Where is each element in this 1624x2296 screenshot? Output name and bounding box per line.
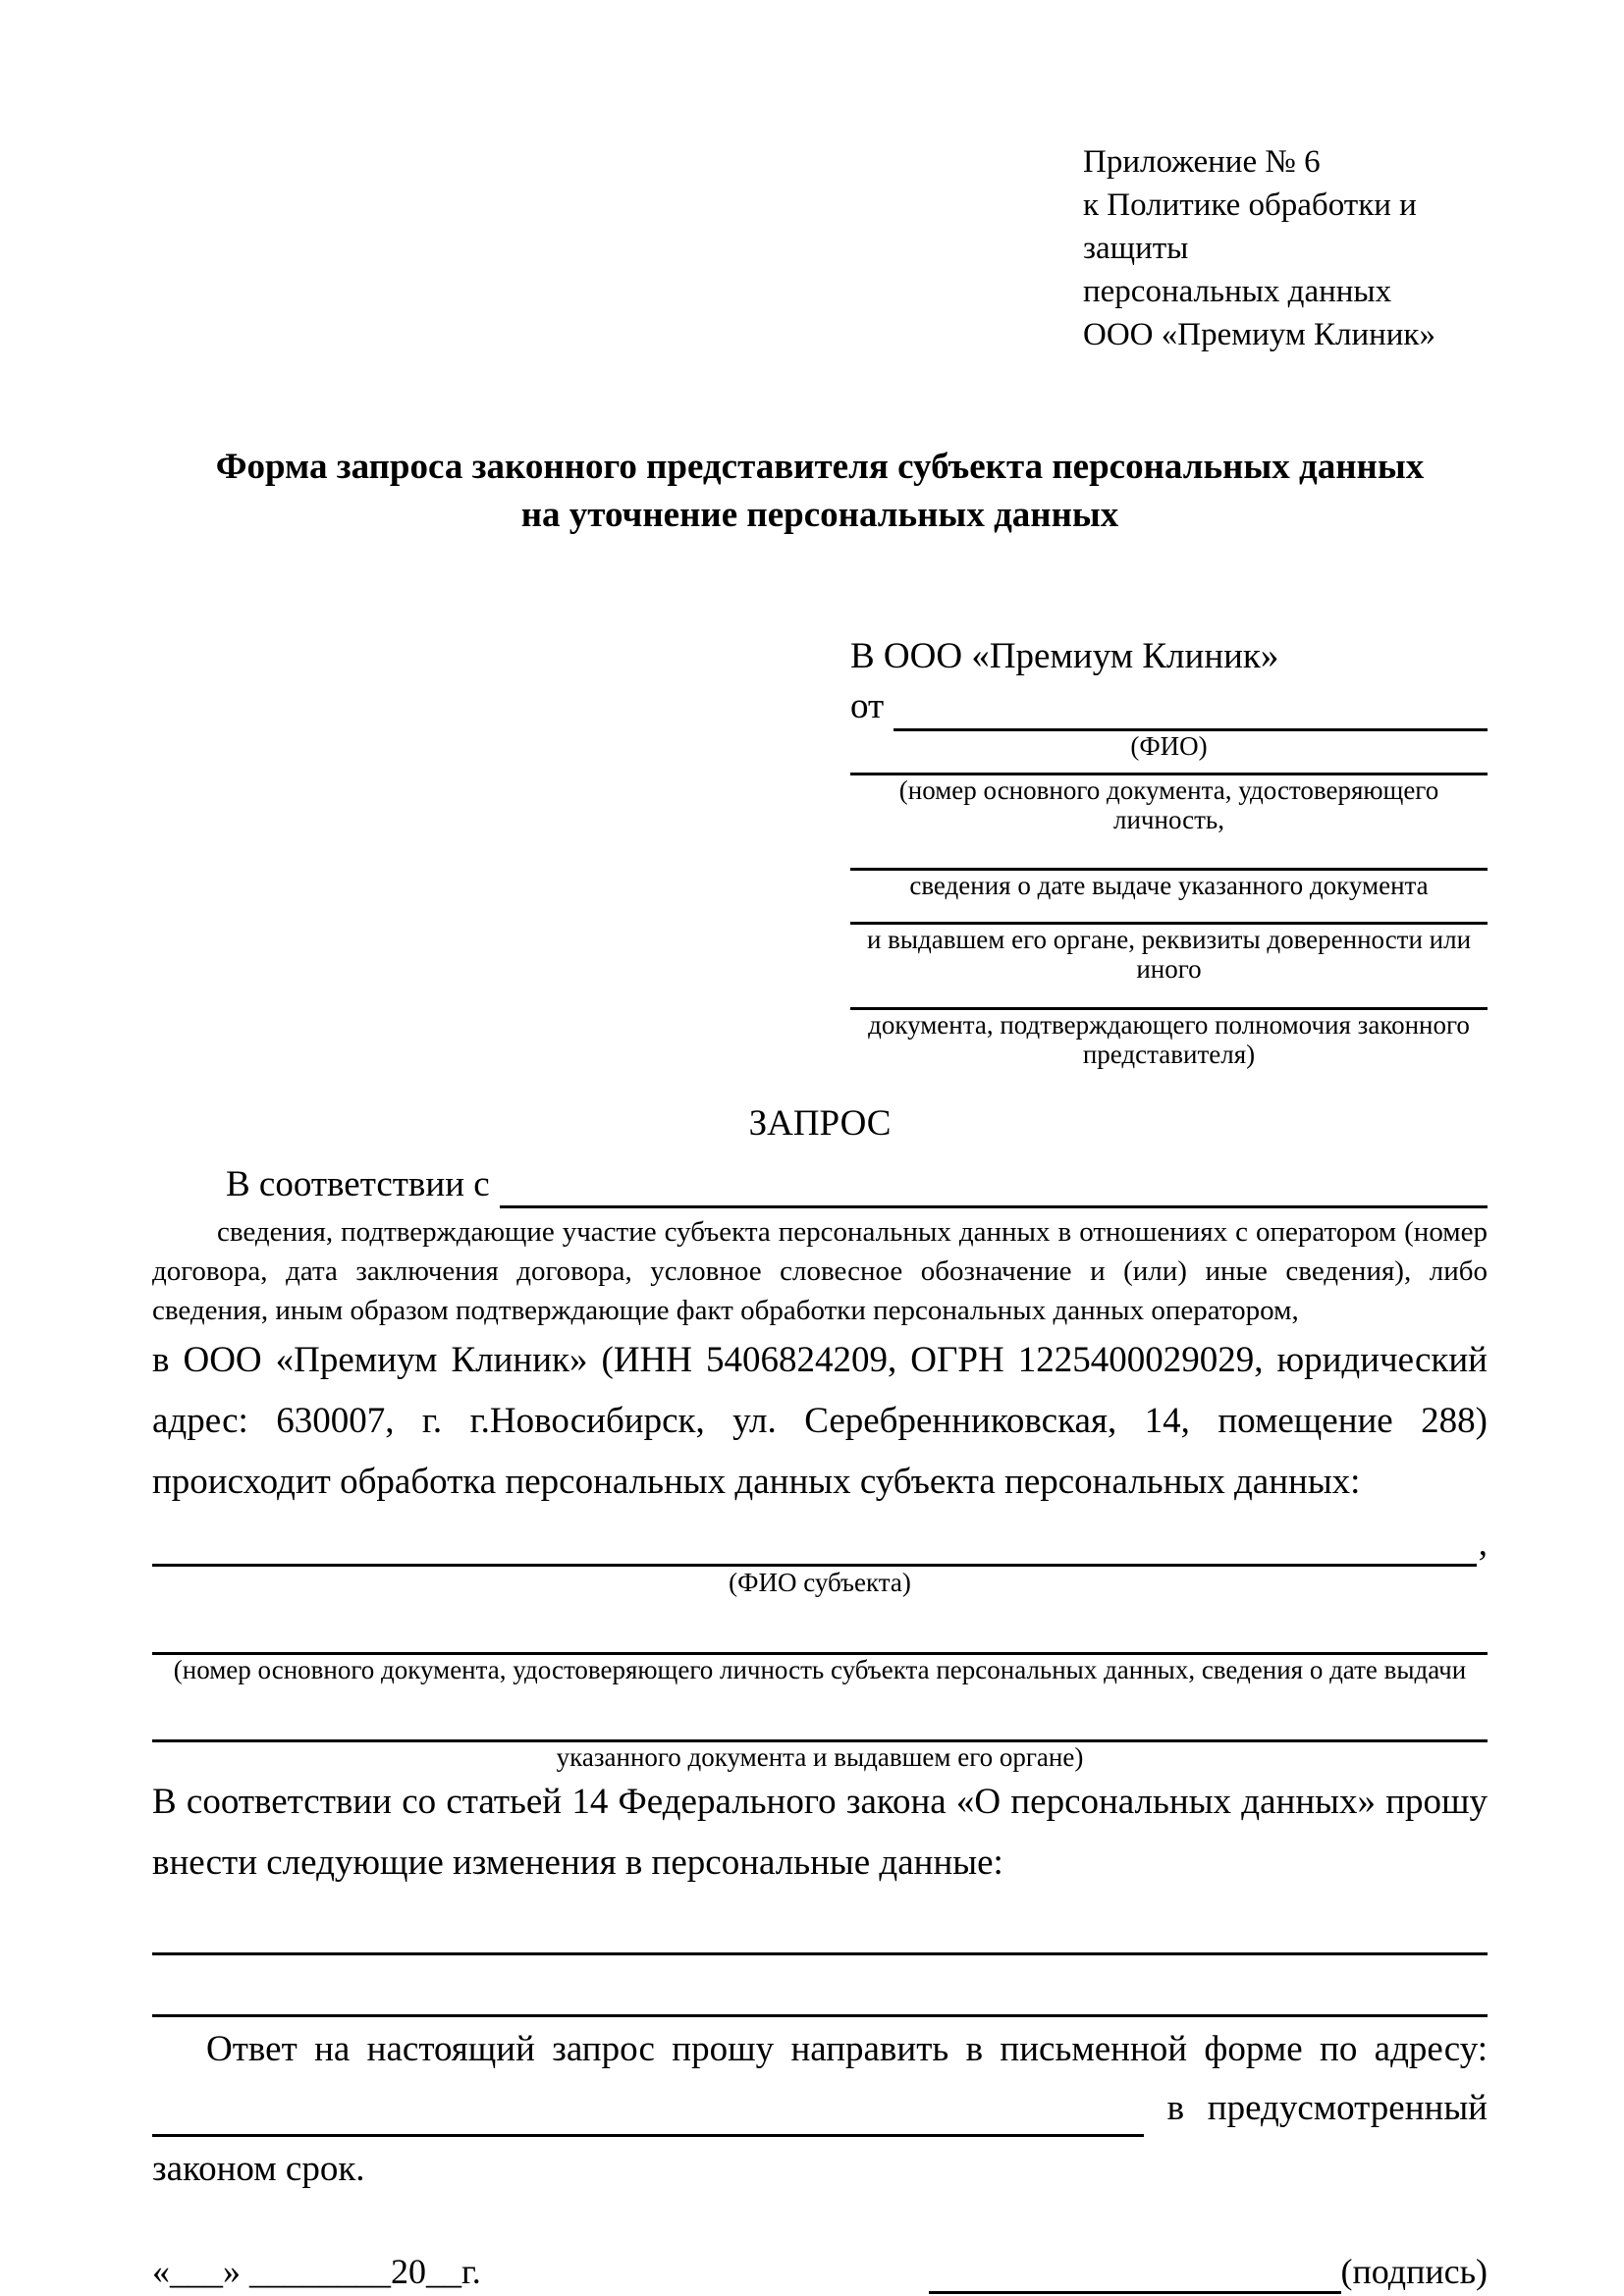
- subject-doc-blank-line: [152, 1597, 1488, 1655]
- basis-label: В соответствии с: [226, 1164, 490, 1204]
- doc-issue-date-blank-line: [850, 834, 1488, 871]
- addressee-block: [850, 633, 1488, 1069]
- reply-end: законом срок.: [152, 2149, 365, 2189]
- appendix-note: [1083, 140, 1488, 356]
- subject-fio-row: [152, 1521, 1488, 1568]
- addressee-from-row: [850, 682, 1488, 731]
- fio-blank-line: [893, 682, 1488, 731]
- document-title-line: Форма запроса законного представителя субъекта персональных данных: [215, 447, 1425, 487]
- appendix-note-line: Приложение № 6: [1083, 144, 1321, 180]
- doc-authority-blank-line: [850, 900, 1488, 925]
- from-label: от: [850, 686, 885, 726]
- doc-number-caption: (номер основного документа, удостоверяющего личность,: [898, 775, 1439, 834]
- reply-address-row: [152, 2080, 1488, 2137]
- doc-number-blank-line: [850, 761, 1488, 775]
- fio-caption: (ФИО): [1130, 731, 1208, 761]
- reply-word-2: предусмотренный: [1207, 2088, 1488, 2128]
- document-title-line: на уточнение персональных данных: [520, 495, 1119, 535]
- signature-caption: (подпись): [1340, 2252, 1488, 2291]
- basis-blank-line: [500, 1161, 1488, 1208]
- footer-row: [152, 2249, 1488, 2294]
- appendix-note-line: персональных данных: [1083, 274, 1392, 309]
- reply-address-blank-line: [152, 2091, 1144, 2137]
- reply-intro: Ответ на настоящий запрос прошу направить в письменной форме по адресу:: [206, 2029, 1488, 2069]
- signature-blank-line: [929, 2252, 1341, 2294]
- subject-fio-blank-line: [152, 1521, 1477, 1567]
- doc-powers-caption: документа, подтверждающего полномочия законного представителя): [868, 1010, 1470, 1069]
- subject-doc-caption: (номер основного документа, удостоверяющего личность субъекта персональных данных, сведения о дате выдачи: [173, 1655, 1467, 1684]
- appendix-note-line: ООО «Премиум Клиник»: [1083, 317, 1435, 352]
- doc-issue-date-caption: сведения о дате выдаче указанного документа: [909, 871, 1429, 900]
- signature-group: [929, 2249, 1488, 2294]
- doc-authority-caption: и выдавшем его органе, реквизиты доверенности или иного: [866, 925, 1472, 984]
- changes-blank-line: [152, 1894, 1488, 1955]
- subject-doc-caption-2: указанного документа и выдавшем его органе): [556, 1742, 1084, 1772]
- subject-fio-comma: ,: [1478, 1523, 1488, 1564]
- subject-doc-blank-line-2: [152, 1684, 1488, 1742]
- appendix-note-line: к Политике обработки и защиты: [1083, 187, 1417, 266]
- operator-paragraph: в ООО «Премиум Клиник» (ИНН 5406824209, ОГРН 1225400029029, юридический адрес: 630007, г. г.Новосибирск, ул. Серебренниковская, 14, помещение 288) происходит обработка персональных данных субъекта персональных данных:: [152, 1340, 1488, 1502]
- document-title: [152, 443, 1488, 539]
- subject-fio-caption: (ФИО субъекта): [729, 1568, 911, 1597]
- reply-word: в: [1166, 2088, 1185, 2128]
- date-field: «___» ________20__г.: [152, 2252, 481, 2291]
- changes-blank-line-2: [152, 1955, 1488, 2017]
- addressee-to: В ООО «Премиум Клиник»: [850, 636, 1279, 676]
- basis-footnote: сведения, подтверждающие участие субъекта персональных данных в отношениях с оператором (номер договора, дата заключения договора, условное словесное обозначение и (или) иные сведения), либо сведения, иным образом подтверждающие факт обработки персональных данных оператором,: [152, 1216, 1488, 1326]
- doc-powers-blank-line: [850, 984, 1488, 1010]
- law-paragraph: В соответствии со статьей 14 Федерального закона «О персональных данных» прошу внести следующие изменения в персональные данные:: [152, 1782, 1488, 1883]
- basis-row: [152, 1161, 1488, 1208]
- request-heading: ЗАПРОС: [748, 1103, 892, 1144]
